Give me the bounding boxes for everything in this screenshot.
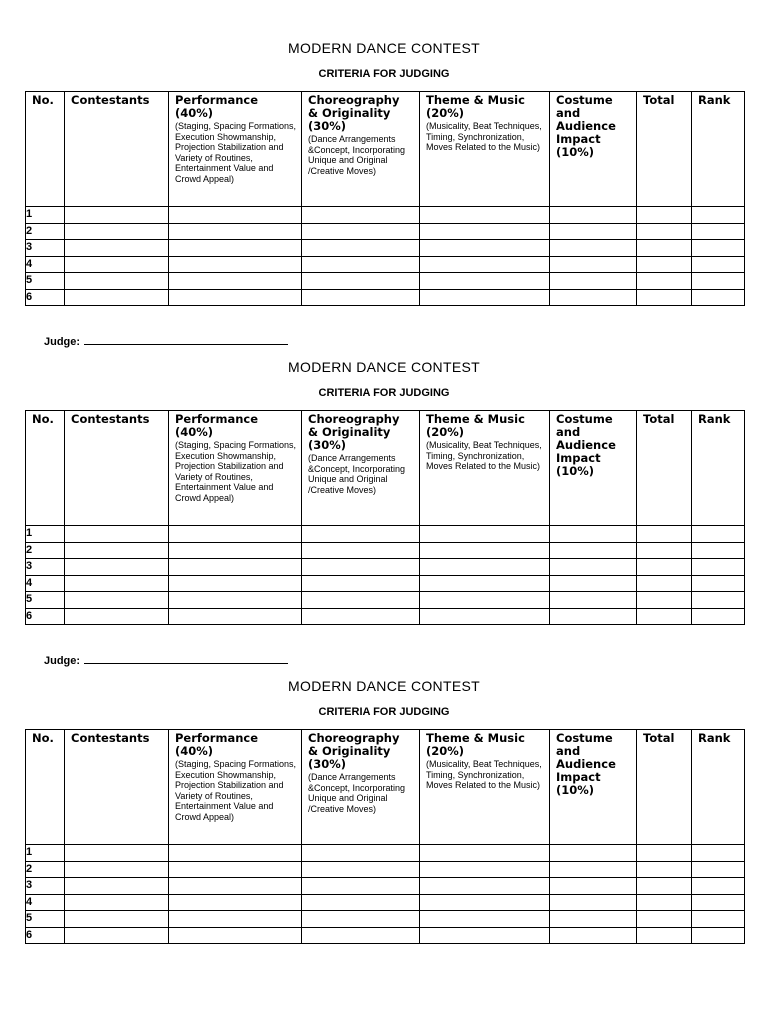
score-cell[interactable] — [302, 289, 420, 306]
score-cell[interactable] — [550, 592, 637, 609]
col-rank: Rank — [692, 730, 745, 845]
col-choreography: Choreography & Originality (30%) (Dance Arrangements &Concept, Incorporating Unique and Original /Creative Moves) — [302, 411, 420, 526]
score-cell[interactable] — [692, 878, 745, 895]
table-row — [26, 927, 745, 944]
row-number: 4 — [26, 256, 65, 273]
row-number: 3 — [26, 878, 65, 895]
judge-signature-line[interactable] — [84, 334, 288, 345]
score-cell[interactable] — [65, 575, 169, 592]
judge-label: Judge: — [44, 336, 81, 348]
row-number: 6 — [26, 289, 65, 306]
score-cell[interactable] — [169, 240, 302, 257]
score-cell[interactable] — [637, 927, 692, 944]
contest-title: MODERN DANCE CONTEST — [288, 678, 480, 694]
score-cell[interactable] — [420, 289, 550, 306]
score-cell[interactable] — [302, 911, 420, 928]
score-cell[interactable] — [169, 575, 302, 592]
col-choreography: Choreography & Originality (30%) (Dance Arrangements &Concept, Incorporating Unique and Original /Creative Moves) — [302, 730, 420, 845]
score-cell[interactable] — [65, 240, 169, 257]
col-theme-music: Theme & Music (20%) (Musicality, Beat Techniques, Timing, Synchronization, Moves Related to the Music) — [420, 730, 550, 845]
score-cell[interactable] — [550, 894, 637, 911]
score-cell[interactable] — [420, 223, 550, 240]
score-cell[interactable] — [420, 927, 550, 944]
score-cell[interactable] — [65, 207, 169, 224]
judge-label: Judge: — [44, 655, 81, 667]
col-contestants: Contestants — [65, 730, 169, 845]
score-cell[interactable] — [65, 878, 169, 895]
score-cell[interactable] — [420, 526, 550, 543]
score-cell[interactable] — [65, 592, 169, 609]
table-row — [26, 256, 745, 273]
score-cell[interactable] — [65, 542, 169, 559]
judge-signature — [44, 334, 288, 348]
table-row — [26, 575, 745, 592]
score-cell[interactable] — [420, 575, 550, 592]
score-cell[interactable] — [169, 894, 302, 911]
score-cell[interactable] — [420, 273, 550, 290]
score-cell[interactable] — [637, 223, 692, 240]
col-theme-music: Theme & Music (20%) (Musicality, Beat Techniques, Timing, Synchronization, Moves Related to the Music) — [420, 92, 550, 207]
score-cell[interactable] — [302, 861, 420, 878]
row-number: 3 — [26, 559, 65, 576]
header-row — [26, 92, 745, 207]
score-cell[interactable] — [637, 526, 692, 543]
score-cell[interactable] — [550, 878, 637, 895]
table-row — [26, 608, 745, 625]
score-cell[interactable] — [637, 861, 692, 878]
row-number: 5 — [26, 911, 65, 928]
score-cell[interactable] — [692, 575, 745, 592]
table-row — [26, 878, 745, 895]
judging-table — [25, 91, 745, 306]
score-cell[interactable] — [169, 861, 302, 878]
score-cell[interactable] — [550, 240, 637, 257]
table-row — [26, 894, 745, 911]
score-cell[interactable] — [65, 894, 169, 911]
score-cell[interactable] — [420, 608, 550, 625]
score-cell[interactable] — [65, 223, 169, 240]
table-row — [26, 289, 745, 306]
score-cell[interactable] — [550, 575, 637, 592]
score-cell[interactable] — [65, 559, 169, 576]
col-rank: Rank — [692, 92, 745, 207]
score-cell[interactable] — [420, 592, 550, 609]
col-no: No. — [26, 92, 65, 207]
score-cell[interactable] — [550, 207, 637, 224]
row-number: 2 — [26, 223, 65, 240]
row-number: 2 — [26, 542, 65, 559]
judging-table — [25, 729, 745, 944]
table-row — [26, 223, 745, 240]
score-cell[interactable] — [550, 845, 637, 862]
score-cell[interactable] — [302, 894, 420, 911]
score-cell[interactable] — [637, 207, 692, 224]
score-cell[interactable] — [169, 927, 302, 944]
criteria-subtitle: CRITERIA FOR JUDGING — [318, 387, 450, 399]
score-cell[interactable] — [420, 256, 550, 273]
score-cell[interactable] — [550, 559, 637, 576]
col-no: No. — [26, 411, 65, 526]
row-number: 6 — [26, 927, 65, 944]
score-cell[interactable] — [302, 207, 420, 224]
score-cell[interactable] — [302, 240, 420, 257]
score-cell[interactable] — [420, 559, 550, 576]
score-cell[interactable] — [420, 861, 550, 878]
row-number: 1 — [26, 845, 65, 862]
table-row — [26, 592, 745, 609]
score-cell[interactable] — [302, 542, 420, 559]
score-cell[interactable] — [550, 542, 637, 559]
row-number: 4 — [26, 575, 65, 592]
judge-signature-line[interactable] — [84, 653, 288, 664]
row-number: 2 — [26, 861, 65, 878]
score-cell[interactable] — [692, 894, 745, 911]
score-cell[interactable] — [692, 223, 745, 240]
score-cell[interactable] — [65, 927, 169, 944]
header-row — [26, 730, 745, 845]
score-cell[interactable] — [637, 911, 692, 928]
row-number: 4 — [26, 894, 65, 911]
score-cell[interactable] — [637, 575, 692, 592]
table-row — [26, 911, 745, 928]
col-total: Total — [637, 730, 692, 845]
score-cell[interactable] — [302, 878, 420, 895]
score-cell[interactable] — [692, 592, 745, 609]
col-no: No. — [26, 730, 65, 845]
score-cell[interactable] — [692, 273, 745, 290]
score-cell[interactable] — [169, 526, 302, 543]
row-number: 6 — [26, 608, 65, 625]
score-cell[interactable] — [65, 861, 169, 878]
col-costume: Costume and Audience Impact (10%) — [550, 730, 637, 845]
table-row — [26, 861, 745, 878]
table-row — [26, 207, 745, 224]
score-cell[interactable] — [302, 608, 420, 625]
score-cell[interactable] — [169, 223, 302, 240]
score-cell[interactable] — [550, 608, 637, 625]
criteria-subtitle: CRITERIA FOR JUDGING — [318, 706, 450, 718]
score-cell[interactable] — [169, 542, 302, 559]
score-cell[interactable] — [692, 861, 745, 878]
score-cell[interactable] — [637, 894, 692, 911]
score-cell[interactable] — [692, 526, 745, 543]
table-row — [26, 240, 745, 257]
score-cell[interactable] — [302, 223, 420, 240]
contest-title: MODERN DANCE CONTEST — [288, 40, 480, 56]
score-cell[interactable] — [692, 608, 745, 625]
col-performance: Performance (40%) (Staging, Spacing Formations, Execution Showmanship, Projection Stabilization and Variety of Routines, Entertainment Value and Crowd Appeal) — [169, 92, 302, 207]
score-cell[interactable] — [169, 878, 302, 895]
score-cell[interactable] — [637, 256, 692, 273]
score-cell[interactable] — [420, 207, 550, 224]
score-cell[interactable] — [692, 542, 745, 559]
score-cell[interactable] — [420, 542, 550, 559]
score-cell[interactable] — [65, 289, 169, 306]
score-cell[interactable] — [420, 878, 550, 895]
col-theme-music: Theme & Music (20%) (Musicality, Beat Techniques, Timing, Synchronization, Moves Related to the Music) — [420, 411, 550, 526]
score-cell[interactable] — [550, 927, 637, 944]
score-cell[interactable] — [302, 845, 420, 862]
score-cell[interactable] — [169, 273, 302, 290]
score-cell[interactable] — [65, 911, 169, 928]
score-cell[interactable] — [65, 608, 169, 625]
score-cell[interactable] — [420, 240, 550, 257]
score-cell[interactable] — [302, 927, 420, 944]
score-cell[interactable] — [169, 207, 302, 224]
score-cell[interactable] — [302, 256, 420, 273]
score-cell[interactable] — [692, 289, 745, 306]
score-cell[interactable] — [302, 559, 420, 576]
row-number: 1 — [26, 207, 65, 224]
score-cell[interactable] — [550, 861, 637, 878]
score-cell[interactable] — [637, 845, 692, 862]
score-cell[interactable] — [550, 911, 637, 928]
score-cell[interactable] — [169, 256, 302, 273]
table-row — [26, 542, 745, 559]
score-cell[interactable] — [692, 559, 745, 576]
col-total: Total — [637, 92, 692, 207]
score-cell[interactable] — [550, 289, 637, 306]
score-cell[interactable] — [692, 256, 745, 273]
score-cell[interactable] — [692, 207, 745, 224]
score-cell[interactable] — [692, 927, 745, 944]
score-cell[interactable] — [169, 592, 302, 609]
score-cell[interactable] — [637, 273, 692, 290]
score-cell[interactable] — [637, 878, 692, 895]
table-row — [26, 273, 745, 290]
score-cell[interactable] — [65, 526, 169, 543]
score-cell[interactable] — [420, 894, 550, 911]
col-contestants: Contestants — [65, 411, 169, 526]
col-performance: Performance (40%) (Staging, Spacing Formations, Execution Showmanship, Projection Stabilization and Variety of Routines, Entertainment Value and Crowd Appeal) — [169, 411, 302, 526]
score-cell[interactable] — [550, 223, 637, 240]
header-row — [26, 411, 745, 526]
row-number: 5 — [26, 592, 65, 609]
score-cell[interactable] — [302, 592, 420, 609]
score-cell[interactable] — [637, 289, 692, 306]
score-cell[interactable] — [169, 559, 302, 576]
contest-title: MODERN DANCE CONTEST — [288, 359, 480, 375]
score-cell[interactable] — [65, 273, 169, 290]
score-cell[interactable] — [169, 911, 302, 928]
col-performance: Performance (40%) (Staging, Spacing Formations, Execution Showmanship, Projection Stabilization and Variety of Routines, Entertainment Value and Crowd Appeal) — [169, 730, 302, 845]
criteria-subtitle: CRITERIA FOR JUDGING — [318, 68, 450, 80]
table-row — [26, 845, 745, 862]
score-cell[interactable] — [302, 273, 420, 290]
score-cell[interactable] — [637, 608, 692, 625]
score-cell[interactable] — [169, 289, 302, 306]
table-row — [26, 526, 745, 543]
score-cell[interactable] — [302, 526, 420, 543]
row-number: 5 — [26, 273, 65, 290]
score-cell[interactable] — [302, 575, 420, 592]
table-row — [26, 559, 745, 576]
score-cell[interactable] — [637, 542, 692, 559]
row-number: 1 — [26, 526, 65, 543]
col-total: Total — [637, 411, 692, 526]
score-cell[interactable] — [65, 256, 169, 273]
col-choreography: Choreography & Originality (30%) (Dance Arrangements &Concept, Incorporating Unique and Original /Creative Moves) — [302, 92, 420, 207]
score-cell[interactable] — [550, 256, 637, 273]
col-costume: Costume and Audience Impact (10%) — [550, 92, 637, 207]
score-cell[interactable] — [550, 273, 637, 290]
col-contestants: Contestants — [65, 92, 169, 207]
judging-table — [25, 410, 745, 625]
col-rank: Rank — [692, 411, 745, 526]
score-cell[interactable] — [169, 845, 302, 862]
score-cell[interactable] — [420, 911, 550, 928]
score-cell[interactable] — [65, 845, 169, 862]
score-cell[interactable] — [637, 559, 692, 576]
col-costume: Costume and Audience Impact (10%) — [550, 411, 637, 526]
score-cell[interactable] — [169, 608, 302, 625]
score-cell[interactable] — [637, 592, 692, 609]
judge-signature — [44, 653, 288, 667]
score-cell[interactable] — [692, 911, 745, 928]
score-cell[interactable] — [420, 845, 550, 862]
score-cell[interactable] — [692, 240, 745, 257]
score-cell[interactable] — [637, 240, 692, 257]
score-cell[interactable] — [692, 845, 745, 862]
score-cell[interactable] — [550, 526, 637, 543]
row-number: 3 — [26, 240, 65, 257]
